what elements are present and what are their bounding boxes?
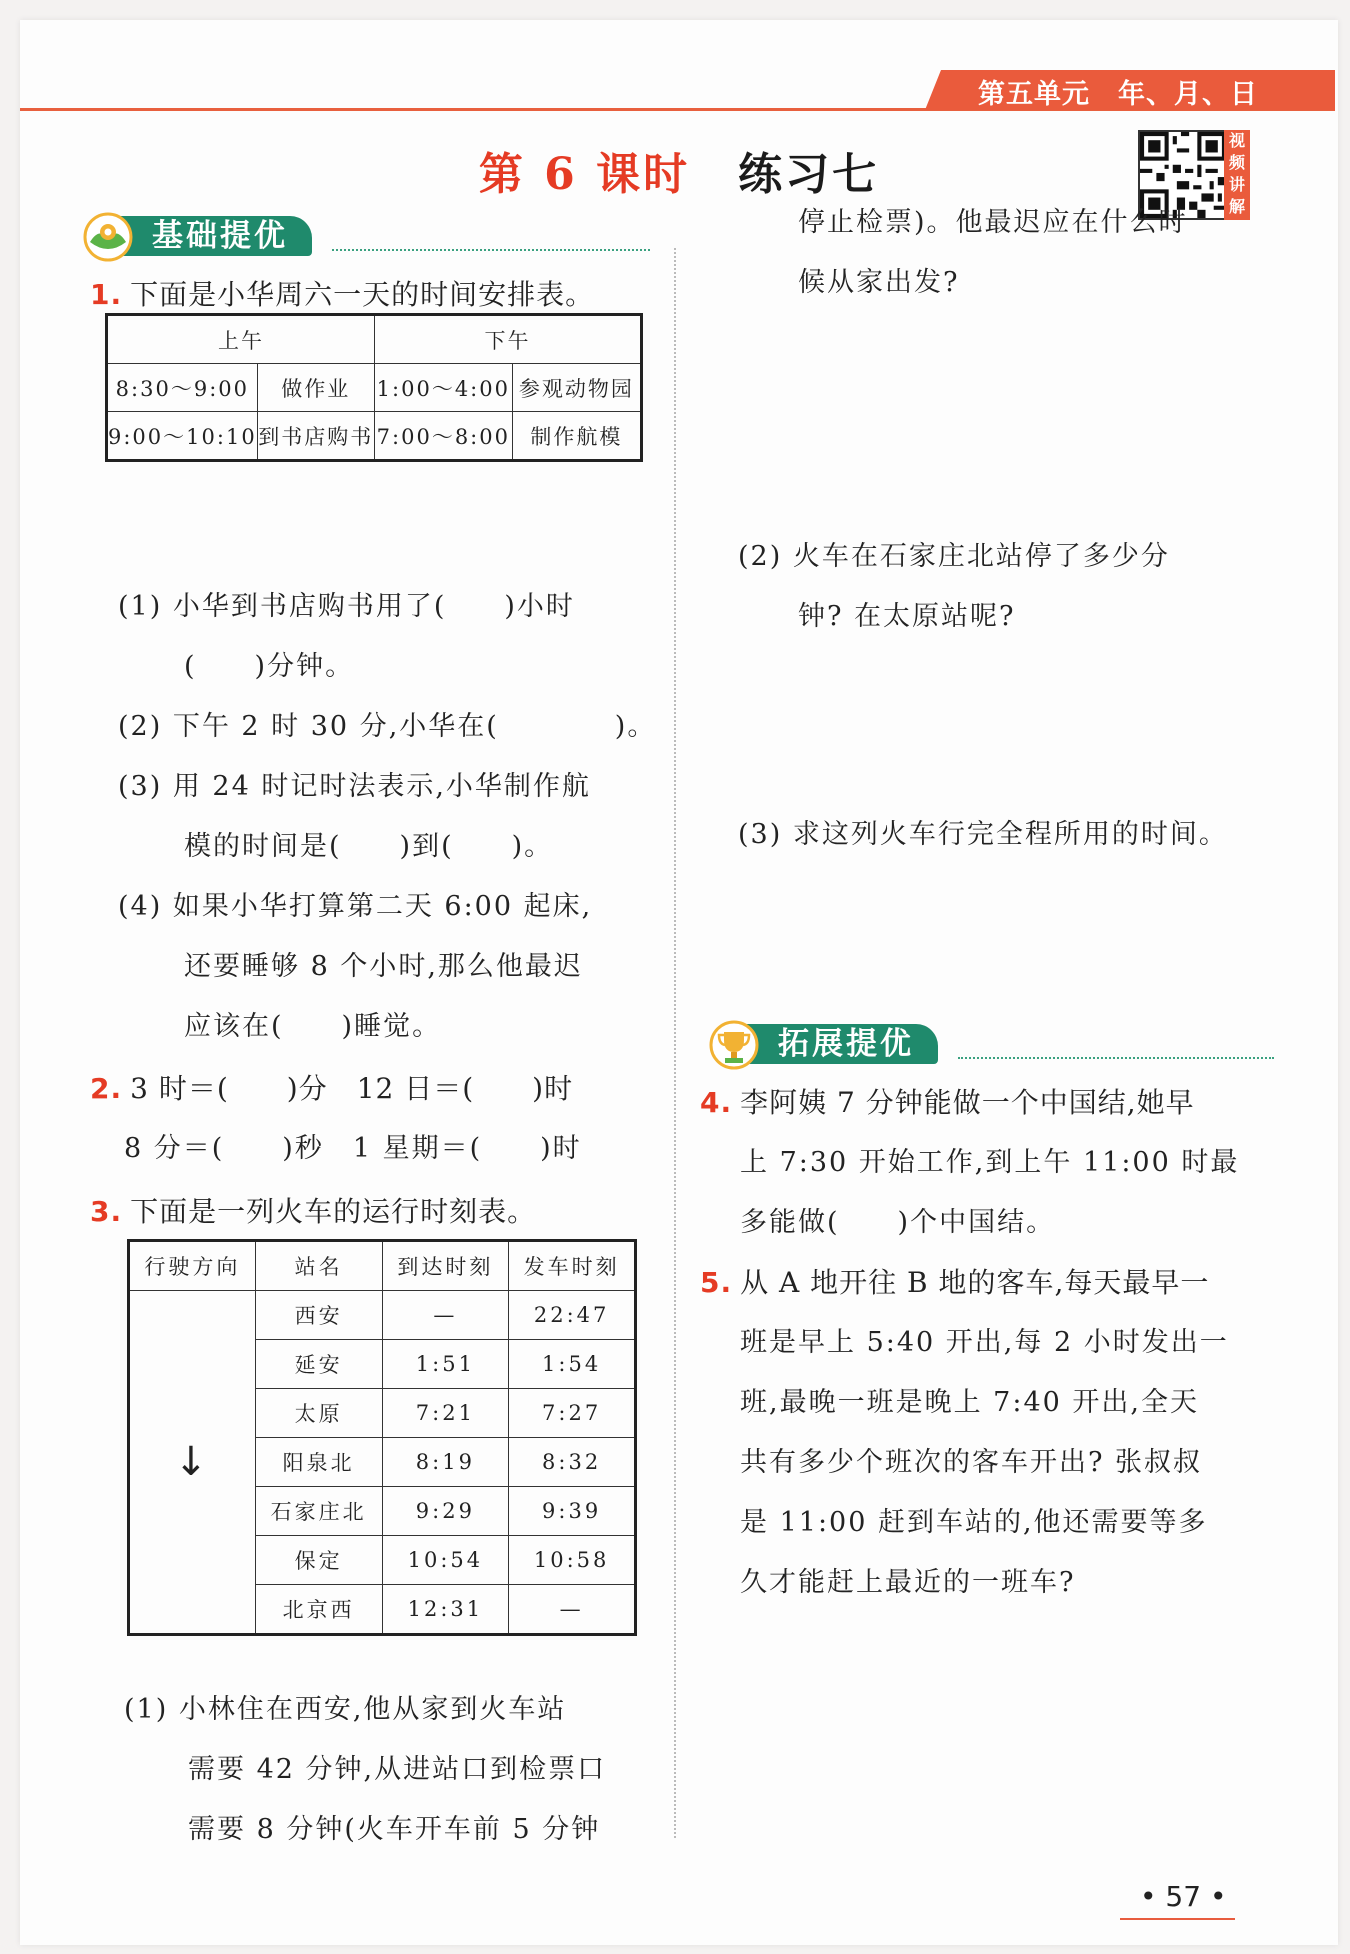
question-number: 4. xyxy=(700,1086,733,1119)
page-number: • 57 • xyxy=(1140,1880,1227,1913)
badge-char: 解 xyxy=(1228,197,1245,216)
table-row xyxy=(129,1291,636,1340)
question-2 xyxy=(90,1072,573,1106)
schedule-table xyxy=(105,313,643,462)
question-text: 下面是一列火车的运行时刻表。 xyxy=(130,1195,537,1228)
question-2-line2: 8 分＝( )秒 1 星期＝( )时 xyxy=(124,1133,582,1164)
table-cell: 阳泉北 xyxy=(255,1438,382,1487)
question-5-line2: 班是早上 5:40 开出,每 2 小时发出一 xyxy=(740,1327,1229,1358)
table-cell: 做作业 xyxy=(257,364,374,412)
section-banner-basic xyxy=(82,212,652,262)
table-cell: 9:00～10:10 xyxy=(107,412,258,461)
section-title-basic: 基础提优 xyxy=(110,216,312,256)
table-cell: 10:58 xyxy=(509,1536,636,1585)
q1-part1: (1) 小华到书店购书用了( )小时 xyxy=(118,591,575,622)
question-line: 李阿姨 7 分钟能做一个中国结,她早 xyxy=(740,1086,1195,1119)
banner-dotted-rule xyxy=(332,249,650,251)
q3-part1-cont3: 停止检票)。他最迟应在什么时 xyxy=(798,207,1188,238)
q3-part1-cont: 需要 42 分钟,从进站口到检票口 xyxy=(188,1754,607,1785)
question-number: 2. xyxy=(90,1072,123,1105)
header-station: 站名 xyxy=(255,1241,382,1291)
table-cell: 9:29 xyxy=(382,1487,509,1536)
table-cell: 石家庄北 xyxy=(255,1487,382,1536)
table-cell: — xyxy=(382,1291,509,1340)
table-cell: 到书店购书 xyxy=(257,412,374,461)
question-5-line6: 久才能赶上最近的一班车? xyxy=(740,1567,1076,1598)
q3-part1-cont2: 需要 8 分钟(火车开车前 5 分钟 xyxy=(188,1814,601,1845)
section-banner-extend xyxy=(708,1020,1276,1070)
q1-part3: (3) 用 24 时记时法表示,小华制作航 xyxy=(118,771,591,802)
video-explain-badge[interactable] xyxy=(1224,130,1250,220)
table-cell: 1:00～4:00 xyxy=(374,364,512,412)
header-direction: 行驶方向 xyxy=(129,1241,256,1291)
lesson-name: 练习七 xyxy=(738,149,880,200)
q1-part3-cont: 模的时间是( )到( )。 xyxy=(184,831,554,862)
q3-part2: (2) 火车在石家庄北站停了多少分 xyxy=(738,541,1170,572)
q3-part2-cont: 钟? 在太原站呢? xyxy=(798,601,1016,632)
q1-part4-cont: 还要睡够 8 个小时,那么他最迟 xyxy=(184,951,583,982)
question-4-line2: 上 7:30 开始工作,到上午 11:00 时最 xyxy=(740,1147,1240,1178)
table-cell: 1:51 xyxy=(382,1340,509,1389)
question-number: 1. xyxy=(90,278,123,311)
question-number: 5. xyxy=(700,1266,733,1299)
table-cell: 保定 xyxy=(255,1536,382,1585)
q1-part1-cont: ( )分钟。 xyxy=(184,651,355,682)
table-cell: 12:31 xyxy=(382,1585,509,1635)
table-cell: — xyxy=(509,1585,636,1635)
direction-arrow-icon: ↓ xyxy=(129,1291,256,1635)
question-text: 下面是小华周六一天的时间安排表。 xyxy=(130,278,595,311)
question-1 xyxy=(90,278,594,312)
train-timetable xyxy=(127,1239,637,1636)
page-number-rule xyxy=(1120,1918,1235,1920)
table-cell: 西安 xyxy=(255,1291,382,1340)
column-divider xyxy=(674,248,676,1838)
table-cell: 7:21 xyxy=(382,1389,509,1438)
table-cell: 7:00～8:00 xyxy=(374,412,512,461)
table-cell: 太原 xyxy=(255,1389,382,1438)
header-morning: 上午 xyxy=(107,315,375,364)
banner-dotted-rule xyxy=(958,1057,1274,1059)
table-row xyxy=(107,412,642,461)
header-arrival: 到达时刻 xyxy=(382,1241,509,1291)
header-departure: 发车时刻 xyxy=(509,1241,636,1291)
table-row xyxy=(107,364,642,412)
table-header-row xyxy=(129,1241,636,1291)
table-cell: 8:32 xyxy=(509,1438,636,1487)
header-afternoon: 下午 xyxy=(374,315,641,364)
table-cell: 1:54 xyxy=(509,1340,636,1389)
trophy-icon xyxy=(708,1020,760,1070)
question-5 xyxy=(700,1266,1209,1300)
table-cell: 制作航模 xyxy=(512,412,641,461)
lesson-number: 第 6 课时 xyxy=(478,149,691,200)
question-5-line3: 班,最晚一班是晚上 7:40 开出,全天 xyxy=(740,1387,1199,1418)
question-3 xyxy=(90,1195,536,1229)
table-cell: 9:39 xyxy=(509,1487,636,1536)
unit-topic: 年、月、日 xyxy=(1118,79,1258,110)
q3-part3: (3) 求这列火车行完全程所用的时间。 xyxy=(738,819,1228,850)
table-header-row xyxy=(107,315,642,364)
question-line: 从 A 地开往 B 地的客车,每天最早一 xyxy=(740,1266,1210,1299)
question-number: 3. xyxy=(90,1195,123,1228)
badge-char: 频 xyxy=(1228,153,1245,172)
question-5-line4: 共有多少个班次的客车开出? 张叔叔 xyxy=(740,1447,1203,1478)
q3-part1-cont4: 候从家出发? xyxy=(798,267,960,298)
unit-label: 第五单元 xyxy=(978,79,1090,110)
table-cell: 10:54 xyxy=(382,1536,509,1585)
q1-part4: (4) 如果小华打算第二天 6:00 起床, xyxy=(118,891,593,922)
section-title-extend: 拓展提优 xyxy=(736,1024,938,1064)
table-cell: 8:30～9:00 xyxy=(107,364,258,412)
badge-char: 讲 xyxy=(1228,175,1245,194)
table-cell: 22:47 xyxy=(509,1291,636,1340)
table-cell: 延安 xyxy=(255,1340,382,1389)
question-line: 3 时＝( )分 12 日＝( )时 xyxy=(130,1072,574,1105)
badge-char: 视 xyxy=(1228,131,1245,150)
question-4-line3: 多能做( )个中国结。 xyxy=(740,1207,1056,1238)
table-cell: 北京西 xyxy=(255,1585,382,1635)
question-5-line5: 是 11:00 赶到车站的,他还需要等多 xyxy=(740,1507,1208,1538)
q1-part4-cont2: 应该在( )睡觉。 xyxy=(184,1011,442,1042)
unit-header xyxy=(978,72,1286,111)
workbook-page xyxy=(20,20,1338,1945)
table-cell: 参观动物园 xyxy=(512,364,641,412)
gear-leaf-icon xyxy=(82,212,134,262)
table-cell: 7:27 xyxy=(509,1389,636,1438)
q1-part2: (2) 下午 2 时 30 分,小华在( )。 xyxy=(118,711,657,742)
q3-part1: (1) 小林住在西安,他从家到火车站 xyxy=(124,1694,567,1725)
question-4 xyxy=(700,1086,1195,1120)
table-cell: 8:19 xyxy=(382,1438,509,1487)
